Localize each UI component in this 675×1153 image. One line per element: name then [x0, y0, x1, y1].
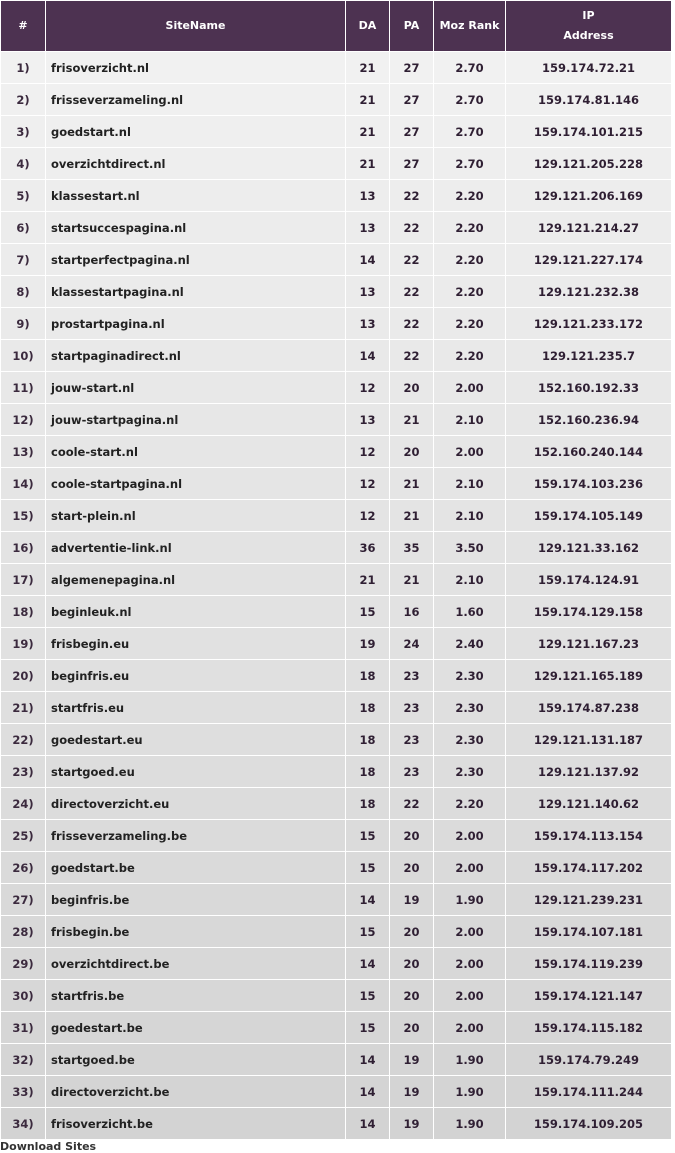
table-row: [1, 628, 672, 660]
row-pa: 22: [390, 244, 434, 276]
row-number: 28): [1, 916, 46, 948]
row-pa: 19: [390, 1076, 434, 1108]
row-ip-address: 129.121.206.169: [506, 180, 672, 212]
row-sitename: advertentie-link.nl: [46, 532, 346, 564]
row-moz-rank: 2.20: [434, 788, 506, 820]
row-sitename: goedestart.eu: [46, 724, 346, 756]
table-row: [1, 212, 672, 244]
row-pa: 20: [390, 1012, 434, 1044]
row-moz-rank: 2.20: [434, 180, 506, 212]
table-row: [1, 724, 672, 756]
row-da: 13: [346, 180, 390, 212]
row-da: 21: [346, 84, 390, 116]
row-moz-rank: 2.70: [434, 52, 506, 84]
row-da: 15: [346, 820, 390, 852]
table-row: [1, 948, 672, 980]
row-pa: 19: [390, 1044, 434, 1076]
table-body: [1, 52, 672, 1140]
row-moz-rank: 2.00: [434, 436, 506, 468]
row-da: 14: [346, 948, 390, 980]
row-da: 21: [346, 564, 390, 596]
row-pa: 22: [390, 212, 434, 244]
row-ip-address: 129.121.205.228: [506, 148, 672, 180]
table-row: [1, 884, 672, 916]
row-number: 26): [1, 852, 46, 884]
row-sitename: frisseverzameling.be: [46, 820, 346, 852]
row-moz-rank: 3.50: [434, 532, 506, 564]
row-da: 13: [346, 212, 390, 244]
row-number: 2): [1, 84, 46, 116]
header-pa: PA: [390, 1, 434, 52]
row-pa: 23: [390, 724, 434, 756]
row-da: 14: [346, 244, 390, 276]
row-sitename: directoverzicht.be: [46, 1076, 346, 1108]
row-ip-address: 129.121.131.187: [506, 724, 672, 756]
row-number: 3): [1, 116, 46, 148]
row-sitename: frisoverzicht.nl: [46, 52, 346, 84]
row-sitename: frisoverzicht.be: [46, 1108, 346, 1140]
table-row: [1, 372, 672, 404]
row-da: 13: [346, 276, 390, 308]
row-pa: 20: [390, 980, 434, 1012]
row-moz-rank: 2.20: [434, 212, 506, 244]
row-da: 14: [346, 340, 390, 372]
row-sitename: overzichtdirect.be: [46, 948, 346, 980]
row-da: 18: [346, 660, 390, 692]
row-da: 18: [346, 724, 390, 756]
row-da: 13: [346, 308, 390, 340]
table-row: [1, 756, 672, 788]
row-number: 27): [1, 884, 46, 916]
row-number: 12): [1, 404, 46, 436]
row-ip-address: 129.121.239.231: [506, 884, 672, 916]
download-sites-label: Download Sites: [0, 1140, 97, 1153]
row-ip-address: 129.121.167.23: [506, 628, 672, 660]
row-moz-rank: 1.90: [434, 1044, 506, 1076]
row-pa: 20: [390, 436, 434, 468]
table-row: [1, 500, 672, 532]
row-sitename: overzichtdirect.nl: [46, 148, 346, 180]
row-da: 12: [346, 372, 390, 404]
row-ip-address: 159.174.72.21: [506, 52, 672, 84]
row-ip-address: 159.174.101.215: [506, 116, 672, 148]
row-da: 15: [346, 852, 390, 884]
row-da: 12: [346, 468, 390, 500]
row-da: 21: [346, 116, 390, 148]
row-ip-address: 129.121.214.27: [506, 212, 672, 244]
row-number: 11): [1, 372, 46, 404]
row-moz-rank: 2.00: [434, 980, 506, 1012]
row-sitename: frisbegin.eu: [46, 628, 346, 660]
row-da: 18: [346, 788, 390, 820]
table-row: [1, 180, 672, 212]
row-pa: 20: [390, 852, 434, 884]
row-moz-rank: 2.10: [434, 404, 506, 436]
row-moz-rank: 2.00: [434, 916, 506, 948]
row-number: 14): [1, 468, 46, 500]
row-sitename: coole-start.nl: [46, 436, 346, 468]
row-number: 16): [1, 532, 46, 564]
row-ip-address: 159.174.87.238: [506, 692, 672, 724]
row-sitename: prostartpagina.nl: [46, 308, 346, 340]
row-number: 5): [1, 180, 46, 212]
table-row: [1, 84, 672, 116]
header-ip-line1: IP: [582, 9, 595, 22]
row-ip-address: 159.174.105.149: [506, 500, 672, 532]
row-number: 13): [1, 436, 46, 468]
row-ip-address: 159.174.103.236: [506, 468, 672, 500]
table-row: [1, 564, 672, 596]
row-ip-address: 129.121.232.38: [506, 276, 672, 308]
table-row: [1, 276, 672, 308]
row-ip-address: 129.121.227.174: [506, 244, 672, 276]
row-sitename: startfris.be: [46, 980, 346, 1012]
table-row: [1, 1012, 672, 1044]
row-pa: 22: [390, 308, 434, 340]
row-ip-address: 159.174.111.244: [506, 1076, 672, 1108]
row-sitename: klassestartpagina.nl: [46, 276, 346, 308]
row-pa: 16: [390, 596, 434, 628]
row-da: 12: [346, 500, 390, 532]
row-moz-rank: 1.90: [434, 1076, 506, 1108]
row-moz-rank: 1.60: [434, 596, 506, 628]
row-number: 15): [1, 500, 46, 532]
row-da: 18: [346, 756, 390, 788]
row-da: 21: [346, 52, 390, 84]
table-row: [1, 532, 672, 564]
row-da: 14: [346, 884, 390, 916]
row-moz-rank: 2.70: [434, 148, 506, 180]
row-moz-rank: 1.90: [434, 884, 506, 916]
row-ip-address: 152.160.236.94: [506, 404, 672, 436]
row-moz-rank: 2.70: [434, 84, 506, 116]
row-pa: 27: [390, 84, 434, 116]
row-pa: 35: [390, 532, 434, 564]
row-moz-rank: 2.00: [434, 372, 506, 404]
row-da: 15: [346, 980, 390, 1012]
row-moz-rank: 2.20: [434, 276, 506, 308]
table-row: [1, 468, 672, 500]
row-ip-address: 129.121.233.172: [506, 308, 672, 340]
row-pa: 27: [390, 52, 434, 84]
row-sitename: startperfectpagina.nl: [46, 244, 346, 276]
row-pa: 21: [390, 500, 434, 532]
row-ip-address: 159.174.81.146: [506, 84, 672, 116]
row-moz-rank: 2.20: [434, 244, 506, 276]
row-da: 36: [346, 532, 390, 564]
row-sitename: coole-startpagina.nl: [46, 468, 346, 500]
row-ip-address: 152.160.240.144: [506, 436, 672, 468]
row-number: 33): [1, 1076, 46, 1108]
row-number: 18): [1, 596, 46, 628]
row-sitename: jouw-start.nl: [46, 372, 346, 404]
row-pa: 24: [390, 628, 434, 660]
row-number: 8): [1, 276, 46, 308]
row-pa: 23: [390, 660, 434, 692]
row-moz-rank: 2.70: [434, 116, 506, 148]
row-pa: 19: [390, 1108, 434, 1140]
header-row: [1, 1, 672, 52]
row-number: 4): [1, 148, 46, 180]
row-pa: 23: [390, 756, 434, 788]
row-sitename: startfris.eu: [46, 692, 346, 724]
row-moz-rank: 2.30: [434, 724, 506, 756]
row-ip-address: 159.174.107.181: [506, 916, 672, 948]
row-number: 34): [1, 1108, 46, 1140]
row-sitename: goedestart.be: [46, 1012, 346, 1044]
row-ip-address: 159.174.113.154: [506, 820, 672, 852]
row-moz-rank: 2.30: [434, 660, 506, 692]
row-number: 10): [1, 340, 46, 372]
row-number: 19): [1, 628, 46, 660]
row-pa: 22: [390, 276, 434, 308]
table-row: [1, 340, 672, 372]
row-moz-rank: 2.10: [434, 500, 506, 532]
row-da: 15: [346, 596, 390, 628]
row-ip-address: 159.174.119.239: [506, 948, 672, 980]
row-sitename: goedstart.nl: [46, 116, 346, 148]
row-number: 1): [1, 52, 46, 84]
row-ip-address: 159.174.129.158: [506, 596, 672, 628]
row-ip-address: 129.121.165.189: [506, 660, 672, 692]
row-pa: 27: [390, 148, 434, 180]
table-row: [1, 788, 672, 820]
table-row: [1, 660, 672, 692]
row-sitename: frisbegin.be: [46, 916, 346, 948]
row-pa: 21: [390, 564, 434, 596]
row-pa: 20: [390, 948, 434, 980]
table-row: [1, 980, 672, 1012]
row-number: 25): [1, 820, 46, 852]
table-row: [1, 308, 672, 340]
row-moz-rank: 2.00: [434, 1012, 506, 1044]
row-ip-address: 159.174.79.249: [506, 1044, 672, 1076]
row-sitename: startsuccespagina.nl: [46, 212, 346, 244]
row-da: 12: [346, 436, 390, 468]
row-pa: 22: [390, 180, 434, 212]
row-pa: 22: [390, 340, 434, 372]
row-pa: 23: [390, 692, 434, 724]
row-pa: 20: [390, 372, 434, 404]
row-number: 24): [1, 788, 46, 820]
row-moz-rank: 2.00: [434, 820, 506, 852]
row-ip-address: 129.121.235.7: [506, 340, 672, 372]
table-row: [1, 52, 672, 84]
row-da: 14: [346, 1044, 390, 1076]
row-ip-address: 152.160.192.33: [506, 372, 672, 404]
table-row: [1, 1044, 672, 1076]
row-number: 30): [1, 980, 46, 1012]
row-pa: 20: [390, 916, 434, 948]
row-da: 15: [346, 916, 390, 948]
row-sitename: jouw-startpagina.nl: [46, 404, 346, 436]
row-sitename: beginfris.be: [46, 884, 346, 916]
header-ip-address: [506, 1, 672, 52]
row-sitename: goedstart.be: [46, 852, 346, 884]
row-sitename: start-plein.nl: [46, 500, 346, 532]
row-pa: 19: [390, 884, 434, 916]
row-moz-rank: 2.10: [434, 564, 506, 596]
row-moz-rank: 2.00: [434, 852, 506, 884]
row-da: 18: [346, 692, 390, 724]
row-number: 7): [1, 244, 46, 276]
table-row: [1, 820, 672, 852]
row-sitename: frisseverzameling.nl: [46, 84, 346, 116]
row-moz-rank: 2.30: [434, 692, 506, 724]
table-header: [1, 1, 672, 52]
row-number: 21): [1, 692, 46, 724]
row-pa: 21: [390, 404, 434, 436]
row-ip-address: 129.121.140.62: [506, 788, 672, 820]
table-row: [1, 404, 672, 436]
row-number: 32): [1, 1044, 46, 1076]
row-number: 23): [1, 756, 46, 788]
header-sitename: SiteName: [46, 1, 346, 52]
table-row: [1, 1108, 672, 1140]
table-row: [1, 244, 672, 276]
row-pa: 21: [390, 468, 434, 500]
row-moz-rank: 2.00: [434, 948, 506, 980]
row-moz-rank: 2.20: [434, 308, 506, 340]
row-pa: 20: [390, 820, 434, 852]
row-moz-rank: 2.10: [434, 468, 506, 500]
row-da: 14: [346, 1108, 390, 1140]
header-da: DA: [346, 1, 390, 52]
row-number: 9): [1, 308, 46, 340]
table-row: [1, 1076, 672, 1108]
row-da: 19: [346, 628, 390, 660]
row-sitename: startgoed.be: [46, 1044, 346, 1076]
row-pa: 27: [390, 116, 434, 148]
row-ip-address: 129.121.137.92: [506, 756, 672, 788]
row-da: 13: [346, 404, 390, 436]
table-row: [1, 116, 672, 148]
header-number: #: [1, 1, 46, 52]
row-ip-address: 159.174.115.182: [506, 1012, 672, 1044]
row-sitename: directoverzicht.eu: [46, 788, 346, 820]
row-number: 17): [1, 564, 46, 596]
row-number: 29): [1, 948, 46, 980]
row-ip-address: 159.174.121.147: [506, 980, 672, 1012]
row-ip-address: 159.174.117.202: [506, 852, 672, 884]
table-row: [1, 436, 672, 468]
row-da: 21: [346, 148, 390, 180]
row-moz-rank: 2.30: [434, 756, 506, 788]
table-row: [1, 916, 672, 948]
row-sitename: klassestart.nl: [46, 180, 346, 212]
row-da: 15: [346, 1012, 390, 1044]
table-row: [1, 692, 672, 724]
table-row: [1, 148, 672, 180]
table-row: [1, 596, 672, 628]
row-sitename: beginfris.eu: [46, 660, 346, 692]
row-number: 22): [1, 724, 46, 756]
header-moz-rank: Moz Rank: [434, 1, 506, 52]
row-sitename: startgoed.eu: [46, 756, 346, 788]
table-row: [1, 852, 672, 884]
row-ip-address: 129.121.33.162: [506, 532, 672, 564]
row-sitename: startpaginadirect.nl: [46, 340, 346, 372]
row-moz-rank: 2.40: [434, 628, 506, 660]
row-number: 20): [1, 660, 46, 692]
header-ip-line2: Address: [563, 29, 614, 42]
row-pa: 22: [390, 788, 434, 820]
row-ip-address: 159.174.109.205: [506, 1108, 672, 1140]
row-moz-rank: 2.20: [434, 340, 506, 372]
row-ip-address: 159.174.124.91: [506, 564, 672, 596]
row-number: 31): [1, 1012, 46, 1044]
row-da: 14: [346, 1076, 390, 1108]
row-moz-rank: 1.90: [434, 1108, 506, 1140]
row-number: 6): [1, 212, 46, 244]
row-sitename: beginleuk.nl: [46, 596, 346, 628]
row-sitename: algemenepagina.nl: [46, 564, 346, 596]
